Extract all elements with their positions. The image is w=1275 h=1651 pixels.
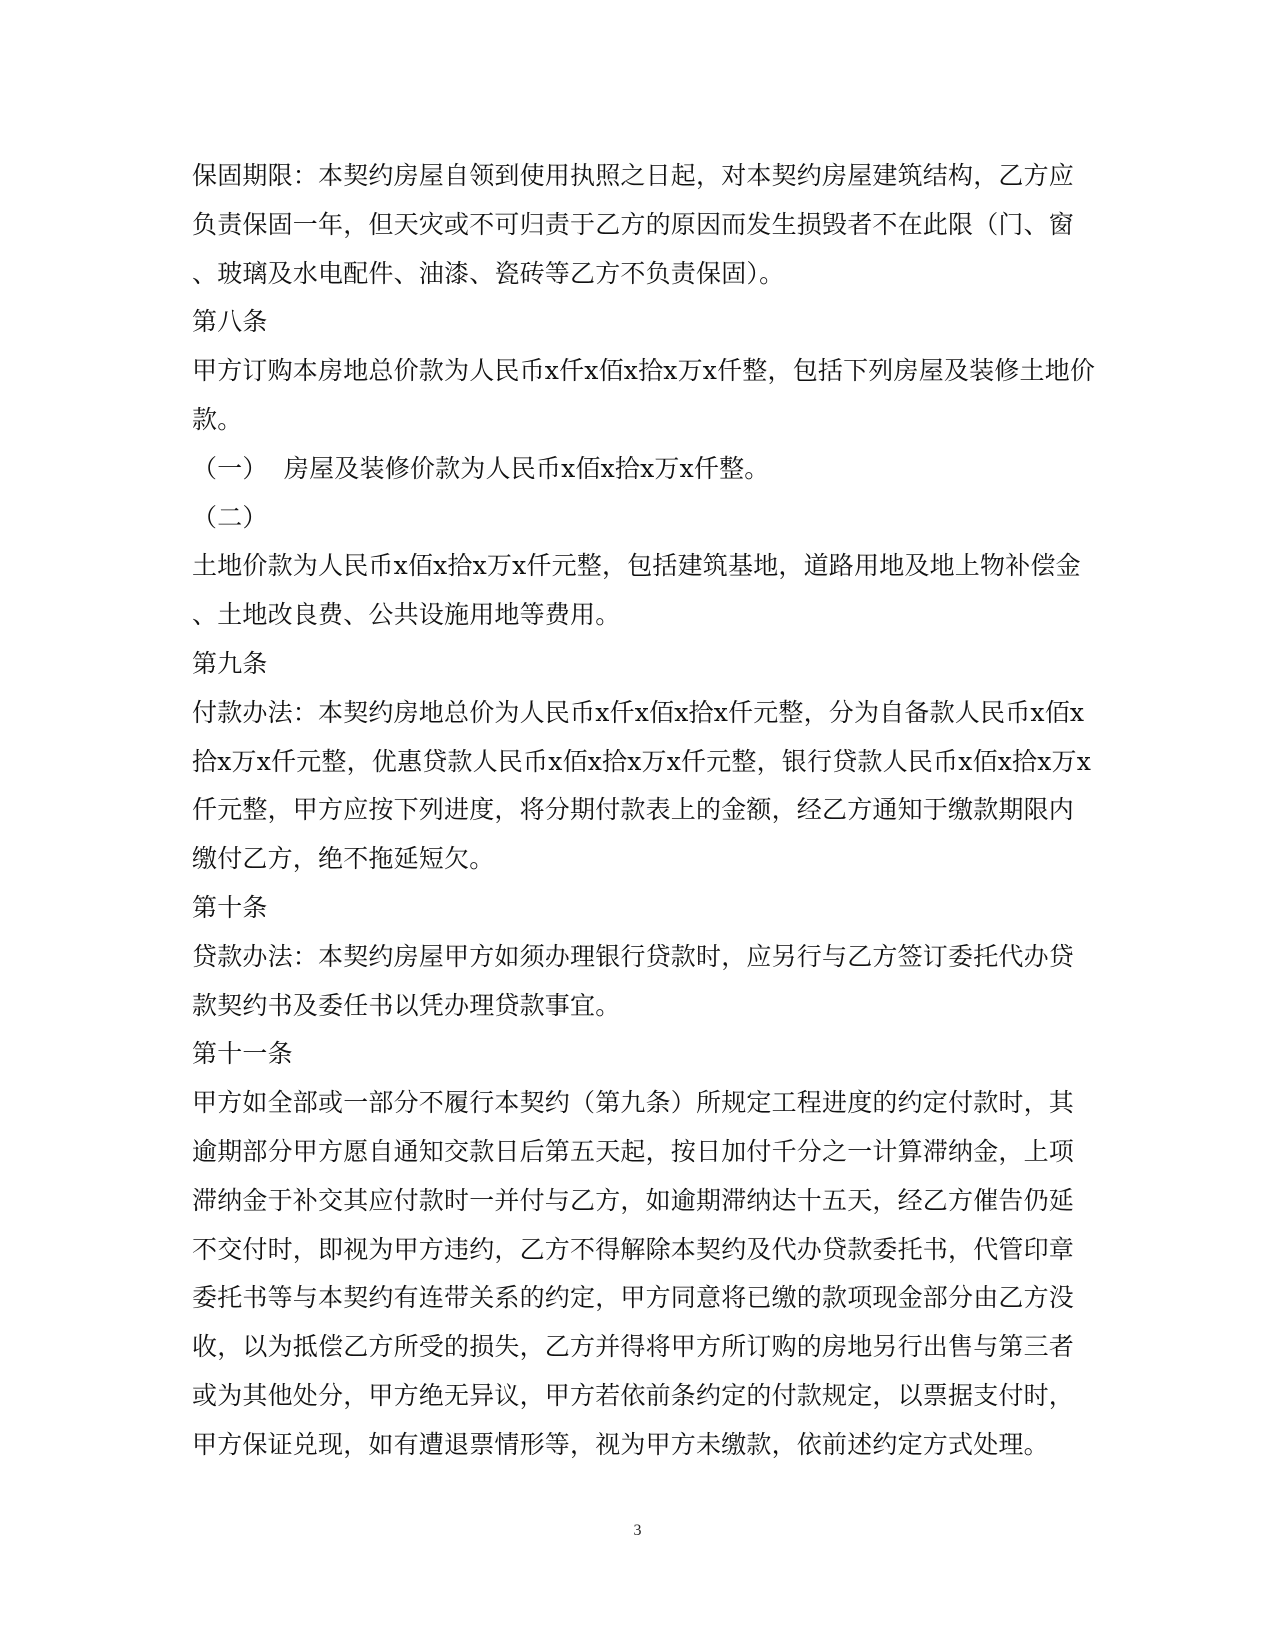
text-line: 缴付乙方，绝不拖延短欠。 bbox=[192, 844, 495, 874]
text-line: 收，以为抵偿乙方所受的损失，乙方并得将甲方所订购的房地另行出售与第三者 bbox=[192, 1332, 1075, 1362]
text-line: 、土地改良费、公共设施用地等费用。 bbox=[192, 600, 621, 630]
text-line: 贷款办法：本契约房屋甲方如须办理银行贷款时，应另行与乙方签订委托代办贷 bbox=[192, 941, 1075, 971]
text-line: 拾x万x仟元整，优惠贷款人民币x佰x拾x万x仟元整，银行贷款人民币x佰x拾x万x bbox=[192, 746, 1091, 776]
text-line: 负责保固一年，但天灾或不可归责于乙方的原因而发生损毁者不在此限（门、窗 bbox=[192, 209, 1075, 239]
text-line: 仟元整，甲方应按下列进度，将分期付款表上的金额，经乙方通知于缴款期限内 bbox=[192, 795, 1075, 825]
article-heading: 第十一条 bbox=[192, 1039, 293, 1069]
text-line: 或为其他处分，甲方绝无异议，甲方若依前条约定的付款规定，以票据支付时， bbox=[192, 1380, 1075, 1410]
document-body bbox=[192, 152, 1096, 1470]
text-line: 不交付时，即视为甲方违约，乙方不得解除本契约及代办贷款委托书，代管印章 bbox=[192, 1234, 1075, 1264]
text-line: 款。 bbox=[192, 404, 243, 434]
text-line: （一） 房屋及装修价款为人民币x佰x拾x万x仟整。 bbox=[192, 453, 770, 483]
text-line: 甲方如全部或一部分不履行本契约（第九条）所规定工程进度的约定付款时，其 bbox=[192, 1088, 1075, 1118]
text-line: 、玻璃及水电配件、油漆、瓷砖等乙方不负责保固）。 bbox=[192, 258, 785, 288]
article-heading: 第九条 bbox=[192, 648, 268, 678]
page-number: 3 bbox=[633, 1522, 642, 1539]
text-line: 逾期部分甲方愿自通知交款日后第五天起，按日加付千分之一计算滞纳金，上项 bbox=[192, 1136, 1075, 1166]
text-line: 委托书等与本契约有连带关系的约定，甲方同意将已缴的款项现金部分由乙方没 bbox=[192, 1283, 1075, 1313]
text-line: 款契约书及委任书以凭办理贷款事宜。 bbox=[192, 990, 621, 1020]
text-line: 保固期限：本契约房屋自领到使用执照之日起，对本契约房屋建筑结构，乙方应 bbox=[192, 161, 1075, 190]
article-heading: 第八条 bbox=[192, 307, 268, 337]
text-line: 土地价款为人民币x佰x拾x万x仟元整，包括建筑基地，道路用地及地上物补偿金 bbox=[192, 551, 1081, 581]
text-line: 甲方保证兑现，如有遭退票情形等，视为甲方未缴款，依前述约定方式处理。 bbox=[192, 1429, 1049, 1459]
text-line: 滞纳金于补交其应付款时一并付与乙方，如逾期滞纳达十五天，经乙方催告仍延 bbox=[192, 1185, 1075, 1215]
text-line: （二） bbox=[192, 502, 268, 532]
text-line: 付款办法：本契约房地总价为人民币x仟x佰x拾x仟元整，分为自备款人民币x佰x bbox=[192, 697, 1085, 727]
text-line: 甲方订购本房地总价款为人民币x仟x佰x拾x万x仟整，包括下列房屋及装修土地价 bbox=[192, 356, 1096, 386]
article-heading: 第十条 bbox=[192, 892, 268, 922]
